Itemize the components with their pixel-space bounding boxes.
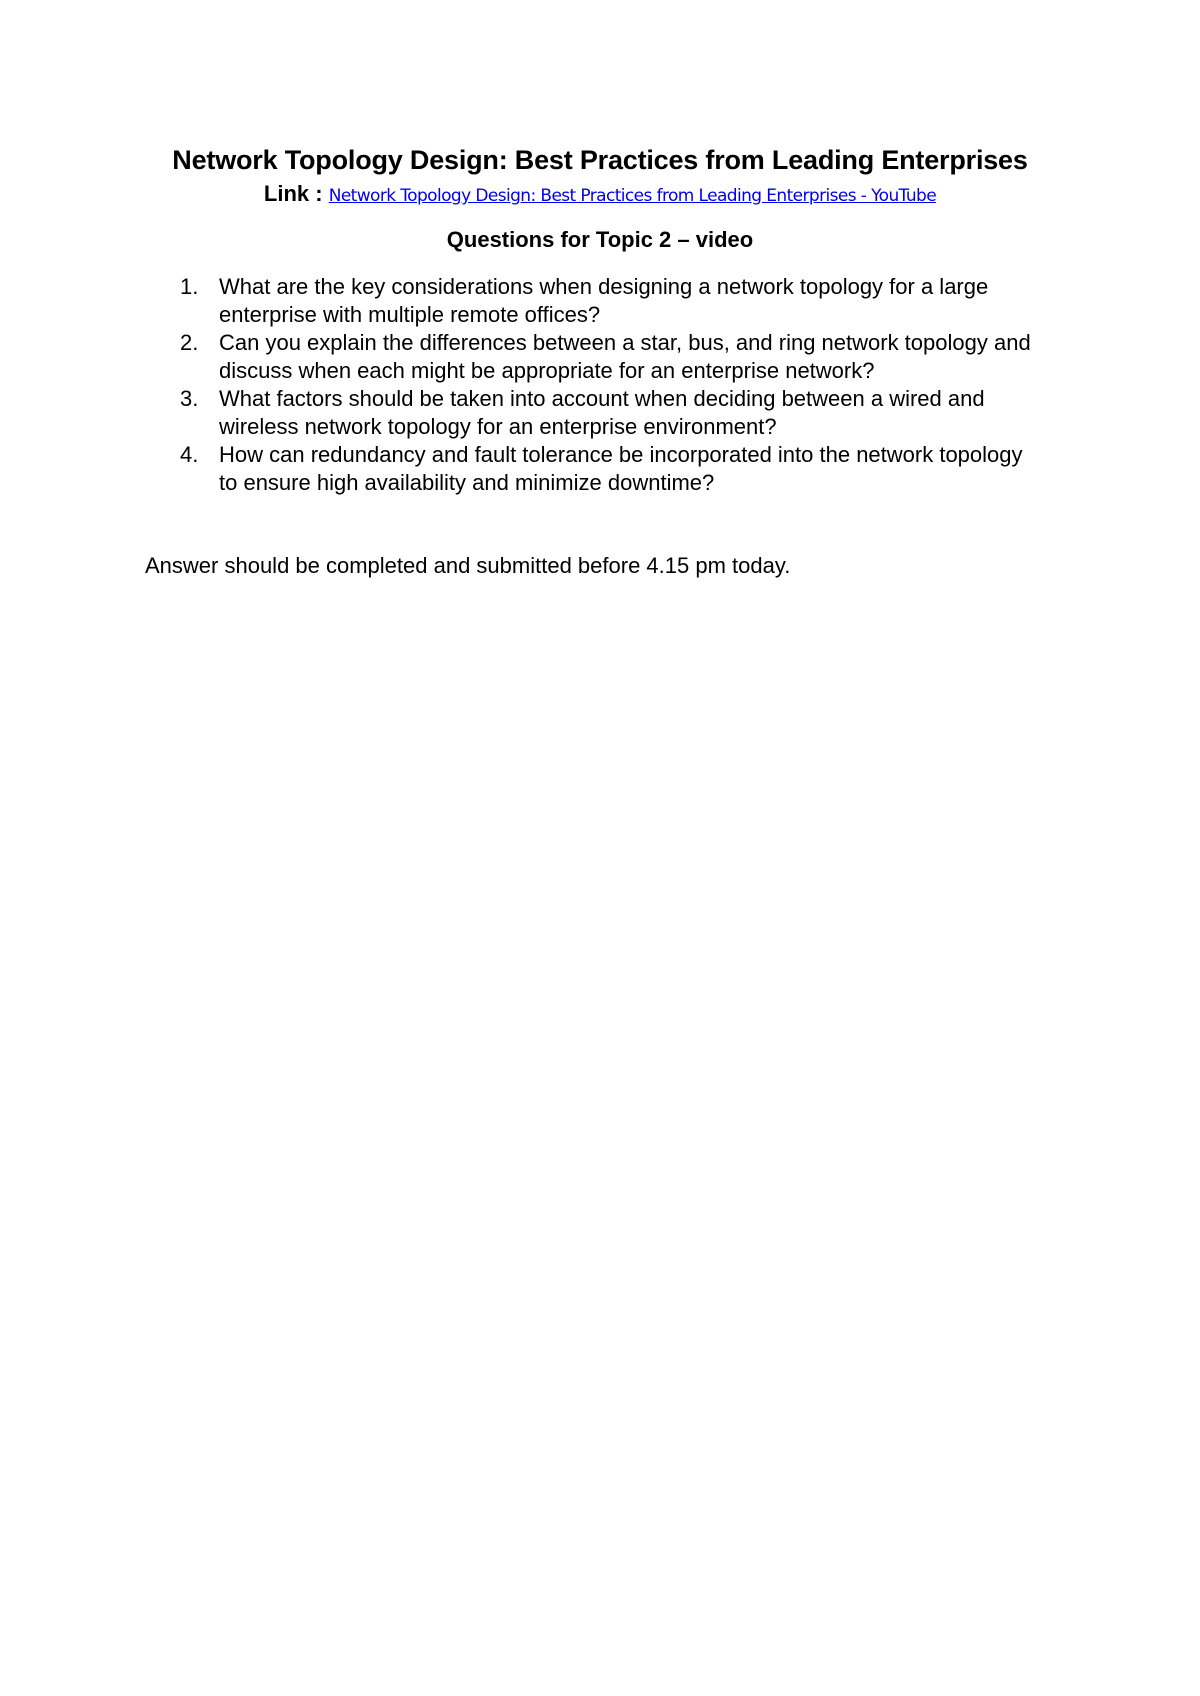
question-number: 2. — [180, 330, 199, 355]
question-text: How can redundancy and fault tolerance be incorporated into the network topology to ensure high availability and minimize downtime? — [219, 442, 1023, 495]
question-text: What are the key considerations when designing a network topology for a large enterprise with multiple remote offices? — [219, 274, 989, 327]
question-text: Can you explain the differences between a star, bus, and ring network topology and discuss when each might be appropriate for an enterprise network? — [219, 330, 1031, 383]
link-line — [0, 180, 1200, 210]
submission-note: Answer should be completed and submitted before 4.15 pm today. — [145, 553, 791, 578]
question-number: 3. — [180, 386, 199, 411]
list-item — [180, 329, 1040, 385]
question-number: 4. — [180, 442, 199, 467]
list-item — [180, 385, 1040, 441]
question-number: 1. — [180, 274, 199, 299]
list-item — [180, 441, 1040, 497]
question-text: What factors should be taken into account when deciding between a wired and wireless network topology for an enterprise environment? — [219, 386, 985, 439]
list-item — [180, 273, 1040, 329]
questions-list — [180, 273, 1040, 497]
link-label: Link : — [263, 181, 323, 206]
document-title: Network Topology Design: Best Practices from Leading Enterprises — [172, 145, 1028, 175]
questions-heading: Questions for Topic 2 – video — [446, 227, 754, 252]
youtube-link[interactable]: Network Topology Design: Best Practices from Leading Enterprises - YouTube — [328, 186, 937, 206]
